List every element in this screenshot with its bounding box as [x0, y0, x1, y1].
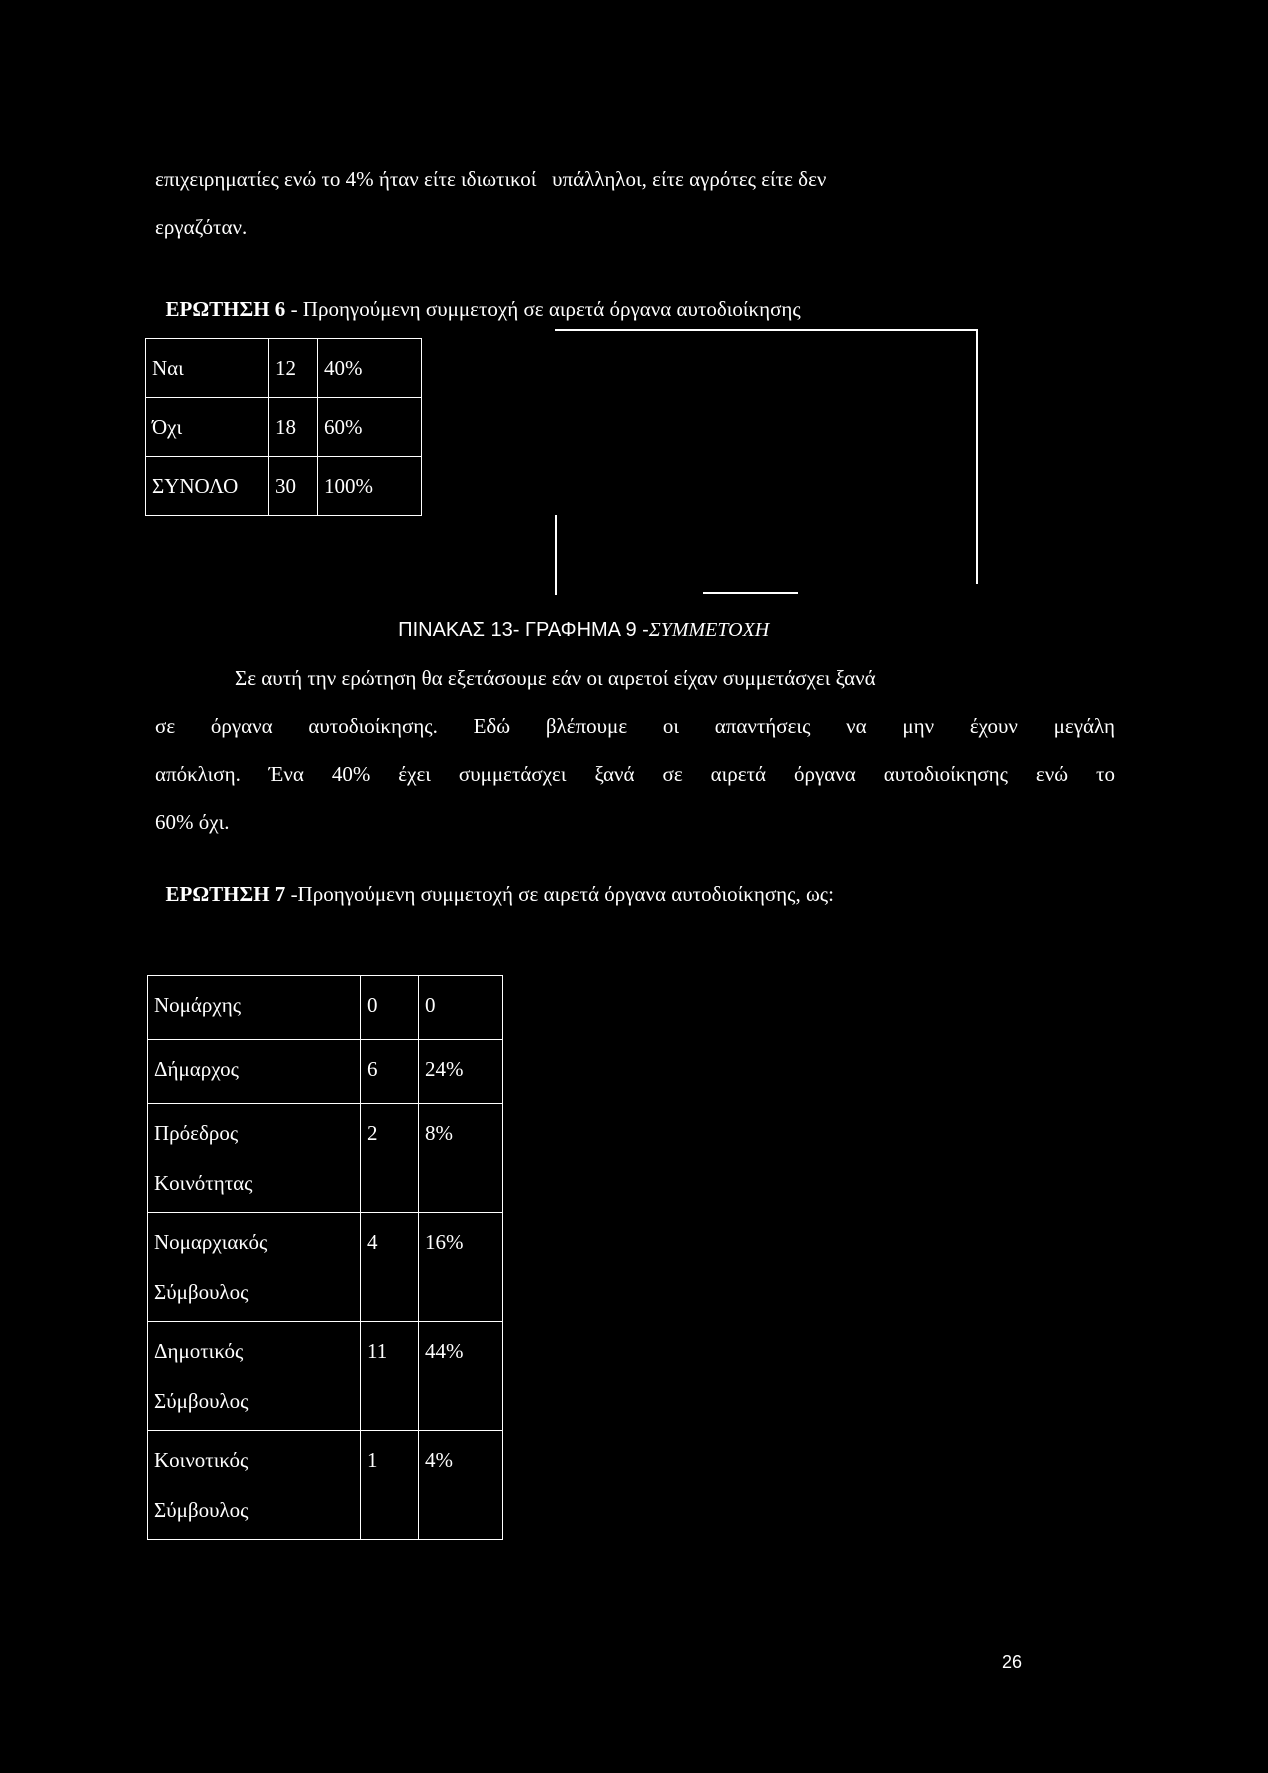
table-row — [148, 1040, 503, 1104]
table-row — [148, 1104, 503, 1213]
row-label-line-2: Σύμβουλος — [154, 1280, 249, 1304]
question-7-label: ΕΡΩΤΗΣΗ 7 — [165, 882, 286, 906]
row-percent: 60% — [318, 398, 422, 457]
chart-border-top — [555, 329, 978, 331]
row-count: 0 — [361, 976, 419, 1040]
row-count: 6 — [361, 1040, 419, 1104]
question-6-heading — [155, 272, 801, 322]
row-label-line-1: Δήμαρχος — [154, 1057, 239, 1081]
paragraph-line-3: απόκλιση. Ένα 40% έχει συμμετάσχει ξανά σε αιρετά όργανα αυτοδιοίκησης ενώ το — [155, 762, 1115, 786]
table-row — [146, 398, 422, 457]
row-label: Ναι — [146, 339, 269, 398]
table-row — [146, 339, 422, 398]
table-row — [148, 1431, 503, 1540]
question-6-label: ΕΡΩΤΗΣΗ 6 — [165, 297, 286, 321]
row-label-line-1: Πρόεδρος — [154, 1121, 239, 1145]
row-label-line-2: Σύμβουλος — [154, 1498, 249, 1522]
row-label-line-1: Νομαρχιακός — [154, 1230, 268, 1254]
row-percent: 24% — [419, 1040, 503, 1104]
row-label-line-1: Νομάρχης — [154, 993, 242, 1017]
row-label — [148, 1040, 361, 1104]
row-label-line-1: Κοινοτικός — [154, 1448, 249, 1472]
row-count: 18 — [269, 398, 318, 457]
intro-line-1: επιχειρηματίες ενώ το 4% ήταν είτε ιδιωτικοί υπάλληλοι, είτε αγρότες είτε δεν — [155, 167, 827, 191]
row-label — [148, 1431, 361, 1540]
table-row — [148, 1213, 503, 1322]
row-label-line-1: Δημοτικός — [154, 1339, 244, 1363]
question-6-table — [145, 338, 422, 516]
row-percent: 8% — [419, 1104, 503, 1213]
row-percent: 100% — [318, 457, 422, 516]
table-row — [148, 1322, 503, 1431]
table-row — [146, 457, 422, 516]
row-label: Όχι — [146, 398, 269, 457]
row-percent: 44% — [419, 1322, 503, 1431]
row-label — [148, 1104, 361, 1213]
table-chart-caption — [387, 596, 769, 642]
paragraph-line-1: Σε αυτή την ερώτηση θα εξετάσουμε εάν οι αιρετοί είχαν συμμετάσχει ξανά — [235, 666, 876, 690]
row-percent: 16% — [419, 1213, 503, 1322]
intro-paragraph — [155, 155, 1115, 251]
question-6-text: - Προηγούμενη συμμετοχή σε αιρετά όργανα αυτοδιοίκησης — [285, 297, 801, 321]
question-7-table — [147, 975, 503, 1540]
row-label: ΣΥΝΟΛΟ — [146, 457, 269, 516]
chart-border-bottom-stub — [703, 592, 798, 594]
row-label — [148, 1213, 361, 1322]
row-count: 4 — [361, 1213, 419, 1322]
paragraph-line-2: σε όργανα αυτοδιοίκησης. Εδώ βλέπουμε οι απαντήσεις να μην έχουν μεγάλη — [155, 714, 1115, 738]
row-percent: 4% — [419, 1431, 503, 1540]
table-row — [148, 976, 503, 1040]
row-label-line-2: Κοινότητας — [154, 1171, 253, 1195]
row-count: 2 — [361, 1104, 419, 1213]
intro-line-2: εργαζόταν. — [155, 215, 248, 239]
row-label — [148, 976, 361, 1040]
row-percent: 40% — [318, 339, 422, 398]
question-7-text: -Προηγούμενη συμμετοχή σε αιρετά όργανα αυτοδιοίκησης, ως: — [285, 882, 834, 906]
chart-border-right — [976, 329, 978, 584]
row-count: 11 — [361, 1322, 419, 1431]
row-label-line-2: Σύμβουλος — [154, 1389, 249, 1413]
row-count: 30 — [269, 457, 318, 516]
caption-prefix: ΠΙΝΑΚΑΣ 13- ΓΡΑΦΗΜΑ 9 - — [398, 619, 649, 641]
row-percent: 0 — [419, 976, 503, 1040]
page-number: 26 — [1002, 1652, 1023, 1672]
caption-italic: ΣΥΜΜΕΤΟΧΗ — [648, 619, 770, 641]
row-count: 12 — [269, 339, 318, 398]
paragraph-line-4: 60% όχι. — [155, 810, 230, 834]
chart-border-left-stub — [555, 515, 557, 595]
row-count: 1 — [361, 1431, 419, 1540]
question-7-heading — [155, 857, 834, 907]
row-label — [148, 1322, 361, 1431]
analysis-paragraph — [155, 654, 1115, 846]
